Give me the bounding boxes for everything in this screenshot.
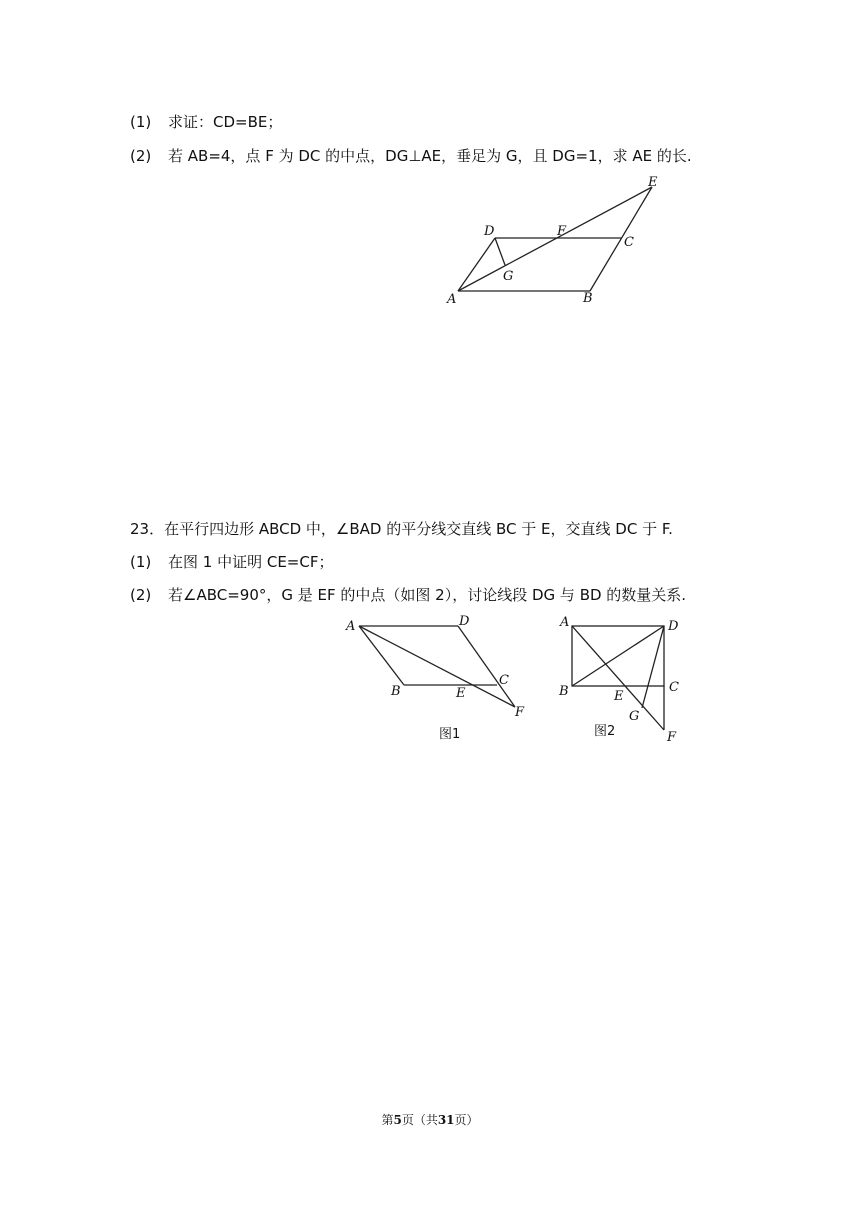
label-a: A: [447, 292, 457, 307]
label-f: F: [557, 224, 567, 239]
fig2-label-f: F: [667, 730, 677, 745]
q23-part1-number: (1): [130, 553, 152, 571]
label-e: E: [648, 175, 658, 190]
footer-prefix: 第: [381, 1113, 394, 1127]
footer-suffix: 页）: [454, 1113, 479, 1127]
fig1-label-f: F: [515, 705, 525, 720]
label-c: C: [624, 235, 634, 250]
fig1-label-e: E: [456, 686, 466, 701]
q23-part2-number: (2): [130, 586, 152, 604]
q22-part1-number: (1): [130, 113, 152, 131]
fig1-label-a: A: [346, 619, 356, 634]
page-footer: [0, 1111, 860, 1128]
fig2-label-c: C: [669, 680, 679, 695]
q23-part1-text: 在图 1 中证明 CE=CF；: [168, 553, 334, 571]
fig1-label-c: C: [499, 673, 509, 688]
q22-part2-number: (2): [130, 147, 152, 165]
fig2-label-g: G: [629, 709, 640, 724]
fig1-label-b: B: [391, 684, 401, 699]
q23-stem: 23．在平行四边形 ABCD 中，∠BAD 的平分线交直线 BC 于 E，交直线 DC 于 F.: [130, 520, 673, 538]
q23-part2-text: 若∠ABC=90°，G 是 EF 的中点（如图 2），讨论线段 DG 与 BD 的数量关系.: [168, 586, 687, 604]
label-b: B: [583, 291, 593, 306]
footer-total-pages: 31: [437, 1113, 455, 1127]
label-d: D: [484, 224, 495, 239]
footer-mid: 页（共: [401, 1113, 438, 1127]
fig2-label-e: E: [614, 689, 624, 704]
fig2-caption: 图2: [594, 724, 616, 739]
q22-part1-text: 求证：CD=BE；: [168, 113, 283, 131]
fig1-caption: 图1: [439, 727, 461, 742]
fig1-label-d: D: [459, 614, 470, 629]
q22-part2-text: 若 AB=4，点 F 为 DC 的中点，DG⊥AE，垂足为 G，且 DG=1，求 AE 的长.: [168, 147, 692, 165]
label-g: G: [503, 269, 514, 284]
fig2-label-d: D: [668, 619, 679, 634]
fig2-label-b: B: [559, 684, 569, 699]
fig2-label-a: A: [560, 615, 570, 630]
footer-page-number: 5: [393, 1113, 402, 1127]
